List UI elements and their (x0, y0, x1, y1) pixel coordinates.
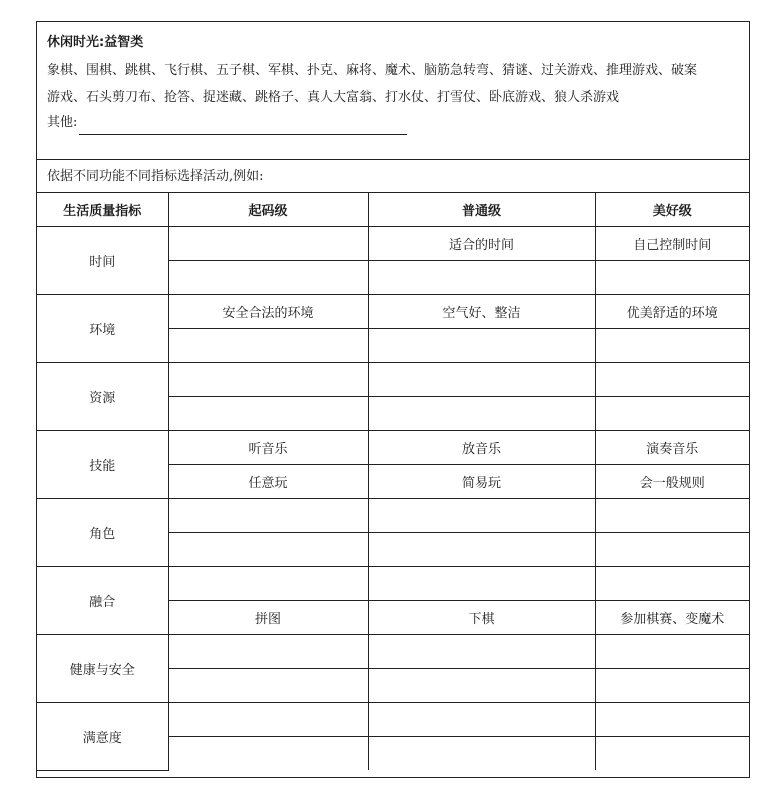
table-cell: 任意玩 (168, 465, 368, 499)
table-cell (168, 499, 368, 533)
table-cell (595, 329, 749, 363)
table-row (37, 567, 749, 601)
table-header-row (37, 193, 749, 227)
table-row (37, 295, 749, 329)
indicator-cell: 满意度 (37, 703, 168, 771)
form-frame (36, 21, 750, 778)
table-cell (595, 533, 749, 567)
table-cell (368, 261, 595, 295)
table-cell (368, 703, 595, 737)
table-cell (168, 261, 368, 295)
indicator-cell: 融合 (37, 567, 168, 635)
table-row (37, 363, 749, 397)
table-cell: 空气好、整洁 (368, 295, 595, 329)
table-cell (595, 567, 749, 601)
other-row (47, 111, 739, 135)
activity-list (47, 57, 739, 111)
table-cell (168, 533, 368, 567)
indicator-cell: 技能 (37, 431, 168, 499)
table-cell (168, 737, 368, 771)
table-cell (368, 499, 595, 533)
table-cell (595, 397, 749, 431)
table-cell (595, 669, 749, 703)
indicator-cell: 角色 (37, 499, 168, 567)
table-cell (368, 737, 595, 771)
table-cell (368, 635, 595, 669)
indicator-cell: 健康与安全 (37, 635, 168, 703)
leisure-section (37, 22, 749, 160)
other-label: 其他: (47, 115, 78, 130)
table-cell (595, 363, 749, 397)
table-cell (595, 703, 749, 737)
table-cell: 会一般规则 (595, 465, 749, 499)
table-cell: 参加棋赛、变魔术 (595, 601, 749, 635)
table-row (37, 499, 749, 533)
indicator-cell: 环境 (37, 295, 168, 363)
activity-line-1: 象棋、围棋、跳棋、飞行棋、五子棋、军棋、扑克、麻将、魔术、脑筋急转弯、猜谜、过关游戏、推理游戏、破案 (47, 63, 698, 78)
table-cell (368, 567, 595, 601)
indicator-cell: 资源 (37, 363, 168, 431)
header-good: 美好级 (595, 193, 749, 227)
table-row (37, 635, 749, 669)
table-cell (595, 737, 749, 771)
table-cell (168, 397, 368, 431)
table-cell: 演奏音乐 (595, 431, 749, 465)
other-blank-line[interactable] (79, 118, 407, 135)
table-cell (168, 567, 368, 601)
table-cell: 优美舒适的环境 (595, 295, 749, 329)
indicator-cell: 时间 (37, 227, 168, 295)
section-title: 休闲时光:益智类 (47, 35, 144, 50)
activity-line-2: 游戏、石头剪刀布、抢答、捉迷藏、跳格子、真人大富翁、打水仗、打雪仗、卧底游戏、狼人杀游戏 (47, 90, 620, 105)
table-cell (368, 329, 595, 363)
table-cell (368, 533, 595, 567)
table-cell (368, 397, 595, 431)
table-cell (595, 261, 749, 295)
table-row (37, 227, 749, 261)
table-cell: 适合的时间 (368, 227, 595, 261)
table-cell (168, 669, 368, 703)
table-cell (168, 363, 368, 397)
table-cell: 下棋 (368, 601, 595, 635)
table-cell (168, 635, 368, 669)
table-cell (368, 363, 595, 397)
header-normal: 普通级 (368, 193, 595, 227)
intro-text: 依据不同功能不同指标选择活动,例如: (37, 160, 749, 193)
table-cell (168, 329, 368, 363)
table-row (37, 431, 749, 465)
table-cell: 自己控制时间 (595, 227, 749, 261)
table-cell (168, 703, 368, 737)
table-cell: 听音乐 (168, 431, 368, 465)
table-cell (595, 499, 749, 533)
table-cell: 简易玩 (368, 465, 595, 499)
table-cell: 放音乐 (368, 431, 595, 465)
table-cell: 拼图 (168, 601, 368, 635)
table-row (37, 703, 749, 737)
header-indicator: 生活质量指标 (37, 193, 168, 227)
quality-table (37, 193, 749, 771)
table-cell (168, 227, 368, 261)
table-cell (595, 635, 749, 669)
table-cell (368, 669, 595, 703)
header-basic: 起码级 (168, 193, 368, 227)
table-cell: 安全合法的环境 (168, 295, 368, 329)
